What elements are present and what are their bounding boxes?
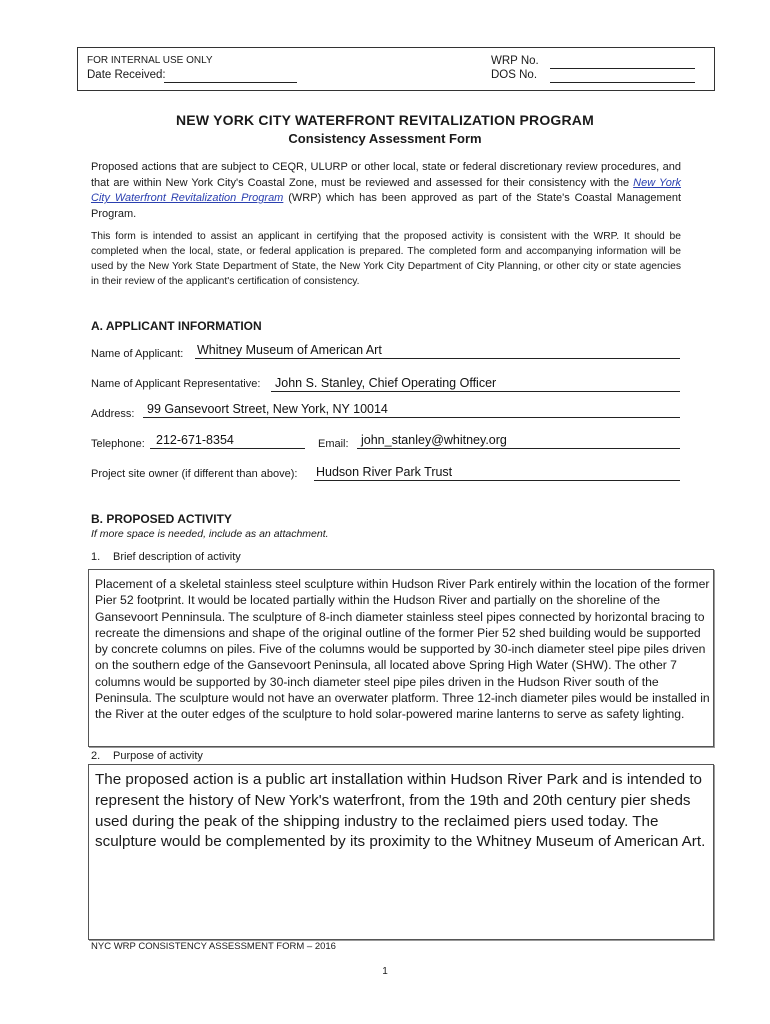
activity-description-field[interactable] <box>88 569 714 747</box>
wrp-number-label: WRP No. <box>491 55 539 67</box>
activity-description-value: Placement of a skeletal stainless steel sculpture within Hudson River Park entirely within the location of the former Pier 52 footprint. It would be located partially within the Hudson River and partially on the shoreline of the Gansevoort Penninsula. The sculpture of 8-inch diameter stainless steel pipes connected by horizontal bracing to recreate the dimensions and shape of the original outline of the former Pier 52 shed building would be supported by concrete columns on piles. Five of the columns would be supported by 30-inch diameter steel pipe piles driven on the southern edge of the Gansevoort Peninsula, all located above Spring High Water (SHW). The other 7 columns would be supported by 30-inch diameter steel pipe piles driven in the Hudson River south of the Peninsula. The sculpture would not have an overwater platform. Three 12-inch diameter piles would be installed in the River at the outer edges of the sculpture to hold solar-powered marine lanterns to serve as safety lighting. <box>95 577 710 722</box>
activity-purpose-value: The proposed action is a public art installation within Hudson River Park and is intended to represent the history of New York's waterfront, from the 19th and 20th century pier sheds used during the peak of the shipping industry to the reclaimed piers used today. The sculpture would be complemented by its proximity to the Whitney Museum of American Art. <box>95 771 706 851</box>
email-label: Email: <box>318 438 349 450</box>
address-value: 99 Gansevoort Street, New York, NY 10014 <box>147 402 388 416</box>
applicant-name-label: Name of Applicant: <box>91 348 184 360</box>
telephone-label: Telephone: <box>91 438 145 450</box>
wrp-program-link[interactable]: New York City Waterfront Revitalization Program <box>91 176 682 204</box>
date-received-field[interactable] <box>164 82 297 83</box>
telephone-value: 212-671-8354 <box>156 433 234 447</box>
section-b-heading: B. PROPOSED ACTIVITY <box>91 512 232 526</box>
internal-use-box <box>77 47 715 91</box>
attachment-note: If more space is needed, include as an attachment. <box>91 528 329 540</box>
intro-paragraph-2: This form is intended to assist an applicant in certifying that the proposed activity is consistent with the WRP. It should be completed when the local, state, or federal application is prepared. The completed form and accompanying information will be used by the New York State Department of State, the New York City Department of City Planning, or other city or state agencies in their review of the applicant's certification of consistency. <box>91 231 681 287</box>
dos-number-field[interactable] <box>550 82 695 83</box>
footer-form-name: NYC WRP CONSISTENCY ASSESSMENT FORM – 2016 <box>91 941 336 952</box>
question-1-label: Brief description of activity <box>113 551 241 563</box>
activity-purpose-field[interactable] <box>88 764 714 940</box>
intro-text-before-link: Proposed actions that are subject to CEQR, ULURP or other local, state or federal discretionary review procedures, and that are within New York City's Coastal Zone, must be reviewed and assessed for their consistency with the <box>91 161 681 189</box>
question-2-number: 2. <box>91 750 101 762</box>
intro-text-after-link: (WRP) which has been approved as part of the State's Coastal Management Program. <box>91 192 681 220</box>
site-owner-field[interactable] <box>314 465 680 481</box>
telephone-field[interactable] <box>150 433 305 449</box>
applicant-name-value: Whitney Museum of American Art <box>197 343 382 357</box>
date-received-label: Date Received: <box>87 69 166 81</box>
dos-number-label: DOS No. <box>491 69 538 81</box>
representative-value: John S. Stanley, Chief Operating Officer <box>275 376 497 390</box>
representative-field[interactable] <box>271 376 680 392</box>
address-label: Address: <box>91 408 135 420</box>
page-subtitle: Consistency Assessment Form <box>288 131 482 146</box>
page-title: NEW YORK CITY WATERFRONT REVITALIZATION PROGRAM <box>176 112 594 128</box>
question-2-label: Purpose of activity <box>113 750 203 762</box>
internal-use-label: FOR INTERNAL USE ONLY <box>87 55 213 66</box>
site-owner-label: Project site owner (if different than above): <box>91 468 298 480</box>
applicant-name-field[interactable] <box>195 343 680 359</box>
question-1-number: 1. <box>91 551 101 563</box>
intro-paragraph-1 <box>91 160 681 222</box>
page-number: 1 <box>382 966 388 977</box>
wrp-number-field[interactable] <box>550 68 695 69</box>
site-owner-value: Hudson River Park Trust <box>316 465 453 479</box>
address-field[interactable] <box>143 402 680 418</box>
email-field[interactable] <box>357 433 680 449</box>
representative-label: Name of Applicant Representative: <box>91 378 261 390</box>
email-value: john_stanley@whitney.org <box>361 433 507 447</box>
section-a-heading: A. APPLICANT INFORMATION <box>91 319 262 333</box>
